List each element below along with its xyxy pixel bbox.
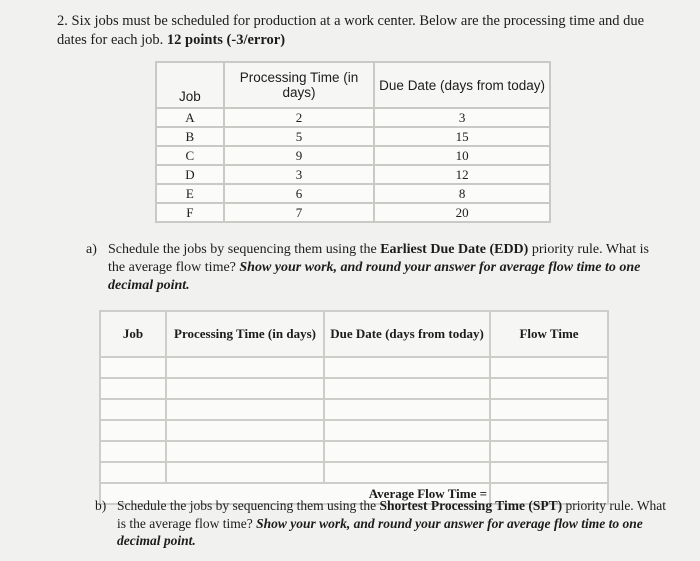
question-text: 2. Six jobs must be scheduled for production at a work center. Below are the processing time and due dates for each job. [57,13,645,48]
jobs-header-processing-time: Processing Time (in days) [224,62,374,108]
table-row [100,441,608,462]
answer-cell[interactable] [100,420,166,441]
due-date-cell: 10 [374,146,550,165]
question-points: 12 points (-3/error) [166,32,286,48]
processing-time-cell: 7 [224,203,374,222]
answer-cell[interactable] [166,357,324,378]
answer-cell[interactable] [324,378,490,399]
answer-cell[interactable] [166,462,324,483]
part-b-text-pre: Schedule the jobs by sequencing them using the [117,498,377,513]
answer-header-flow-time: Flow Time [490,311,608,357]
jobs-table [155,61,551,223]
jobs-header-job: Job [156,62,224,108]
answer-cell[interactable] [166,441,324,462]
table-row [100,399,608,420]
job-cell: C [156,146,224,165]
job-cell: F [156,203,224,222]
answer-cell[interactable] [100,462,166,483]
part-a-instruction: Show your work, and round your answer for average flow time to one decimal point. [108,260,641,293]
part-a-text-pre: Schedule the jobs by sequencing them using the [108,242,377,257]
table-row [156,184,550,203]
answer-header-processing-time: Processing Time (in days) [166,311,324,357]
table-row [156,165,550,184]
answer-cell[interactable] [100,378,166,399]
answer-header-due-date: Due Date (days from today) [324,311,490,357]
answer-cell[interactable] [100,357,166,378]
due-date-cell: 12 [374,165,550,184]
part-b-instruction: Show your work, and round your answer for average flow time to one decimal point. [117,515,643,548]
jobs-table-header [156,62,550,108]
answer-cell[interactable] [324,462,490,483]
processing-time-cell: 5 [224,127,374,146]
job-cell: D [156,165,224,184]
part-b-question [95,497,675,550]
processing-time-cell: 3 [224,165,374,184]
part-a-label: a) [86,242,97,257]
table-row [156,108,550,127]
question-intro [57,12,657,50]
answer-cell[interactable] [100,399,166,420]
answer-table-header [100,311,608,357]
average-flow-time-label: Average Flow Time = [100,483,490,504]
table-row [156,203,550,222]
answer-table [99,310,609,505]
answer-cell[interactable] [324,441,490,462]
answer-cell[interactable] [490,420,608,441]
processing-time-cell: 9 [224,146,374,165]
due-date-cell: 20 [374,203,550,222]
table-row [100,462,608,483]
answer-cell[interactable] [324,399,490,420]
answer-cell[interactable] [324,357,490,378]
answer-cell[interactable] [166,399,324,420]
part-a-rule: Earliest Due Date (EDD) [380,242,529,257]
answer-cell[interactable] [490,399,608,420]
answer-cell[interactable] [490,441,608,462]
part-b-text-mid: priority rule. What is the average flow time? [117,498,667,531]
part-a-question [86,241,666,295]
table-row [156,127,550,146]
part-a-text-mid: priority rule. What is the average flow time? [108,242,649,275]
part-b-label: b) [95,498,107,513]
job-cell: A [156,108,224,127]
job-cell: E [156,184,224,203]
answer-header-job: Job [100,311,166,357]
answer-cell[interactable] [100,441,166,462]
job-cell: B [156,127,224,146]
answer-cell[interactable] [166,420,324,441]
table-row [100,420,608,441]
table-row [156,146,550,165]
processing-time-cell: 6 [224,184,374,203]
answer-cell[interactable] [490,357,608,378]
answer-cell[interactable] [166,378,324,399]
answer-cell[interactable] [490,462,608,483]
due-date-cell: 15 [374,127,550,146]
table-row [100,357,608,378]
due-date-cell: 8 [374,184,550,203]
processing-time-cell: 2 [224,108,374,127]
part-b-rule: Shortest Processing Time (SPT) [379,498,563,513]
due-date-cell: 3 [374,108,550,127]
answer-cell[interactable] [490,378,608,399]
jobs-header-due-date: Due Date (days from today) [374,62,550,108]
table-row [100,378,608,399]
answer-cell[interactable] [324,420,490,441]
